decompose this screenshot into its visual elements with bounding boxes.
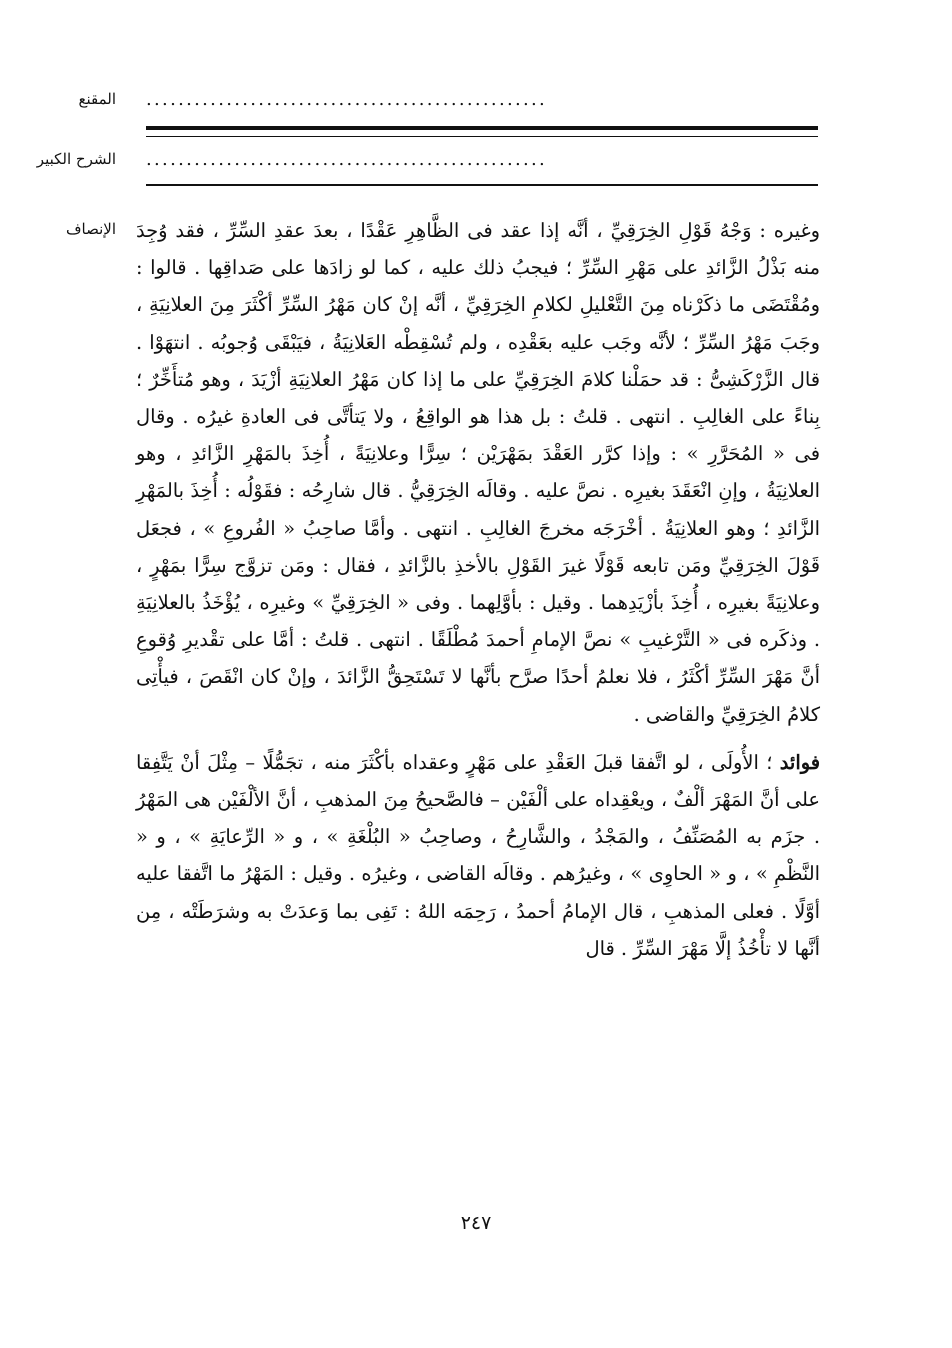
- fawaid-heading: فوائد: [779, 750, 820, 774]
- sharh-dotted-line: ..................................................: [146, 150, 548, 170]
- paragraph-2-text: ؛ الأُولَى ، لو اتَّفقا قبلَ العَقْدِ على مَهْرٍ وعقداه بأكْثَرَ منه ، تجَمُّلًا – مِثْلَ أنْ يَتَّفِقا على أنَّ المَهْرَ ألْفٌ ، ويعْقِداه على ألْفَيْن – فالصَّحيحُ مِنَ المذهبِ ، أنَّ الألْفَيْن هى المَهْرُ . جزَم به المُصَنِّفُ ، والمَجْدُ ، والشَّارِحُ ، وصاحِبُ « البُلْغَةِ » ، و « الرِّعايَةِ » ، و « النَّظْمِ » ، و « الحاوِى » ، وغيرُهم . وقالَه القاضى ، وغيرُه . وقيل : المَهْرُ ما اتَّفقا عليه أوَّلًا . فعلى المذهبِ ، قال الإمامُ أحمدُ ، رَحِمَه اللهُ : تَفِى بما وَعدَتْ به وشرَطَتْه ، مِن أنَّها لا تأْخُذُ إلَّا مَهْرَ السِّرِّ . قال: [136, 750, 820, 960]
- insaf-body: [136, 212, 820, 967]
- paragraph-1: وغيره : وَجْهُ قَوْلِ الخِرَقِيِّ ، أنَّه إذا عقد فى الظَّاهِرِ عَقْدًا ، بعدَ عقدِ السِّرِّ ، فقد وُجِدَ منه بَذْلُ الزَّائدِ على مَهْرِ السِّرِّ ؛ فيجبُ ذلك عليه ، كما لو زادَها على صَداقِها . قالوا : ومُقْتَضَى ما ذكَرْناه مِنَ التَّعْليلِ لكلامِ الخِرَقِيِّ ، أنَّه إنْ كان مَهْرُ السِّرِّ أكْثَرَ مِنَ العلانِيَةِ ، وجَبَ مَهْرُ السِّرِّ ؛ لأنَّه وجَب عليه بعَقْدِه ، ولم تُسْقِطْه العَلانِيَةُ ، فيَبْقَى وُجوبُه . انتهَوْا . قال الزَّرْكَشِىُّ : قد حمَلْنا كلامَ الخِرَقِيِّ على ما إذا كان مَهْرُ العلانِيَةِ أزْيَدَ ، وهو مُتأَخِّرٌ ؛ بِناءً على الغالِبِ . انتهى . قلتُ : بل هذا هو الواقِعُ ، ولا يَتأتَّى فى العادةِ غيرُه . وقال فى « المُحَرَّرِ » : وإذا كرَّر العَقْدَ بمَهْرَيْن ؛ سِرًّا وعلانِيَةً ، أُخِذَ بالمَهْرِ الزَّائدِ ، وهو العلانِيَةُ ، وإنِ انْعَقَدَ بغيرِه . نصَّ عليه . وقالَه الخِرَقِيُّ . قال شارِحُه : فقَوْلُه : أُخِذَ بالمَهْرِ الزَّائدِ ؛ وهو العلانِيَةُ . أخْرَجَه مخرجَ الغالِبِ . انتهى . وأمَّا صاحِبُ « الفُروعِ » ، فجعَل قَوْلَ الخِرَقِيِّ ومَن تابعه قَوْلًا غيرَ القَوْلِ بالأخذِ بالزَّائدِ ، فقال : ومَن تزوَّج سِرًّا بمَهْرٍ ، وعلانِيَةً بغيرِه ، أُخِذَ بأزْيَدِهما . وقيل : بأوَّلِهما . وفى « الخِرَقِيِّ » وغيرِه ، يُؤْخَذُ بالعلانِيَةِ . وذكَره فى « التَّرْغيبِ » نصَّ الإمامِ أحمدَ مُطْلَقًا . انتهى . قلتُ : أمَّا على تقْديرِ وُقوعِ أنَّ مَهْرَ السِّرِّ أكْثَرُ ، فلا نعلمُ أحدًا صرَّح بأنَّها لا تَسْتَحِقُّ الزَّائدَ ، وإنْ كان انْقَصَ ، فيأْتِى كلامُ الخِرَقِيِّ والقاضى .: [136, 219, 820, 726]
- page-number: ٢٤٧: [460, 1212, 492, 1234]
- paragraph-2: [136, 744, 820, 967]
- section-label-muqni: المقنع: [78, 90, 116, 108]
- section-label-sharh: الشرح الكبير: [36, 150, 116, 168]
- top-rule-thin: [146, 136, 818, 137]
- top-rule-thick: [146, 126, 818, 130]
- sharh-rule: [146, 184, 818, 186]
- section-label-insaf: الإنصاف: [65, 220, 116, 238]
- muqni-dotted-line: ..................................................: [146, 90, 548, 110]
